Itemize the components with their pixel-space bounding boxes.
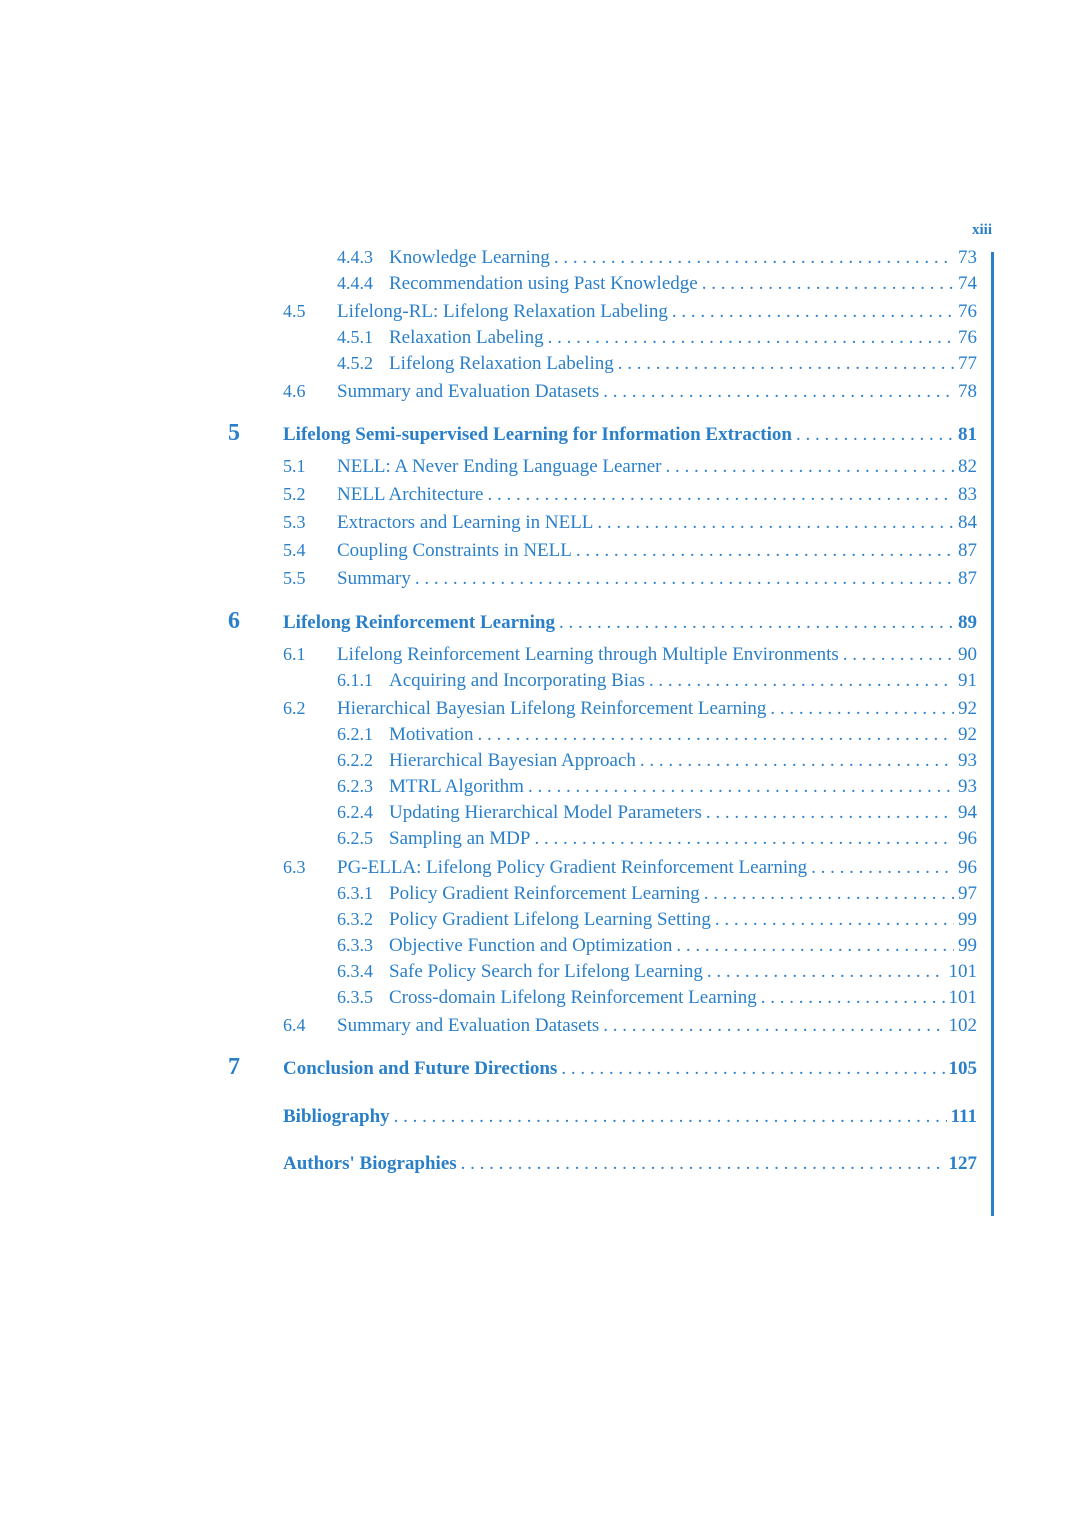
section-number: 6.1 (283, 644, 306, 664)
toc-entry-title: Lifelong Semi-supervised Learning for Information Extraction (283, 424, 792, 445)
toc-section-entry[interactable] (337, 456, 977, 478)
dot-leader (715, 909, 954, 931)
toc-entry-title: Sampling an MDP (389, 828, 531, 849)
toc-subsection-entry[interactable] (337, 327, 977, 349)
toc-entry-title: Updating Hierarchical Model Parameters (389, 802, 702, 823)
subsection-number: 6.3.3 (337, 935, 373, 955)
toc-entry-page: 102 (948, 1015, 977, 1036)
toc-subsection-entry[interactable] (337, 883, 977, 905)
toc-section-entry[interactable] (337, 698, 977, 720)
dot-leader (649, 670, 954, 692)
dot-leader (761, 987, 945, 1009)
toc-subsection-entry[interactable] (337, 935, 977, 957)
toc-entry-title: Authors' Biographies (283, 1153, 457, 1174)
dot-leader (811, 857, 954, 879)
subsection-number: 6.1.1 (337, 670, 373, 690)
dot-leader (394, 1106, 947, 1128)
section-number: 4.6 (283, 381, 306, 401)
toc-entry-page: 74 (958, 273, 977, 294)
dot-leader (603, 381, 954, 403)
section-number: 6.3 (283, 857, 306, 877)
dot-leader (603, 1015, 944, 1037)
dot-leader (477, 724, 954, 746)
toc-entry-page: 101 (948, 987, 977, 1008)
page-number: xiii (971, 222, 992, 238)
dot-leader (796, 424, 954, 446)
toc-entry-page: 83 (958, 484, 977, 505)
toc-subsection-entry[interactable] (337, 353, 977, 375)
subsection-number: 6.2.2 (337, 750, 373, 770)
toc-entry-title: Lifelong Reinforcement Learning (283, 612, 555, 633)
toc-section-entry[interactable] (337, 644, 977, 666)
toc-entry-title: NELL Architecture (337, 484, 484, 505)
toc-section-entry[interactable] (337, 484, 977, 506)
toc-subsection-entry[interactable] (337, 273, 977, 295)
toc-entry-title: Recommendation using Past Knowledge (389, 273, 698, 294)
toc-entry-page: 92 (958, 724, 977, 745)
toc-entry-title: Cross-domain Lifelong Reinforcement Learning (389, 987, 757, 1008)
toc-entry-title: Coupling Constraints in NELL (337, 540, 572, 561)
toc-entry-title: Lifelong Reinforcement Learning through Multiple Environments (337, 644, 839, 665)
dot-leader (702, 273, 954, 295)
toc-section-entry[interactable] (337, 301, 977, 323)
dot-leader (597, 512, 954, 534)
toc-entry-page: 87 (958, 540, 977, 561)
dot-leader (528, 776, 954, 798)
dot-leader (561, 1058, 944, 1080)
dot-leader (548, 327, 954, 349)
toc-entry-title: PG-ELLA: Lifelong Policy Gradient Reinforcement Learning (337, 857, 808, 878)
dot-leader (676, 935, 954, 957)
toc-section-entry[interactable] (337, 857, 977, 879)
toc-subsection-entry[interactable] (337, 776, 977, 798)
toc-section-entry[interactable] (337, 512, 977, 534)
section-number: 4.5 (283, 301, 306, 321)
toc-entry-page: 92 (958, 698, 977, 719)
toc-chapter-entry[interactable] (283, 612, 977, 634)
subsection-number: 6.3.1 (337, 883, 373, 903)
toc-entry-page: 91 (958, 670, 977, 691)
toc-entry-page: 87 (958, 568, 977, 589)
toc-entry-page: 89 (958, 612, 977, 633)
dot-leader (665, 456, 954, 478)
toc-entry-page: 76 (958, 301, 977, 322)
toc-entry-title: Safe Policy Search for Lifelong Learning (389, 961, 703, 982)
toc-section-entry[interactable] (337, 540, 977, 562)
subsection-number: 6.3.4 (337, 961, 373, 981)
toc-entry-title: Policy Gradient Reinforcement Learning (389, 883, 700, 904)
toc-entry-page: 96 (958, 828, 977, 849)
toc-section-entry[interactable] (337, 1015, 977, 1037)
toc-subsection-entry[interactable] (337, 961, 977, 983)
toc-entry-title: Acquiring and Incorporating Bias (389, 670, 645, 691)
toc-entry-page: 101 (948, 961, 977, 982)
toc-entry-title: Policy Gradient Lifelong Learning Setting (389, 909, 711, 930)
toc-entry-title: NELL: A Never Ending Language Learner (337, 456, 662, 477)
dot-leader (415, 568, 954, 590)
dot-leader (672, 301, 954, 323)
dot-leader (554, 247, 954, 269)
toc-subsection-entry[interactable] (337, 909, 977, 931)
toc-entry-page: 105 (948, 1058, 977, 1079)
subsection-number: 4.5.2 (337, 353, 373, 373)
dot-leader (534, 828, 954, 850)
dot-leader (707, 961, 945, 983)
subsection-number: 6.3.2 (337, 909, 373, 929)
toc-entry-page: 99 (958, 909, 977, 930)
toc-chapter-entry[interactable] (283, 1058, 977, 1080)
toc-entry-title: Objective Function and Optimization (389, 935, 673, 956)
toc-entry-title: Relaxation Labeling (389, 327, 544, 348)
section-number: 5.5 (283, 568, 306, 588)
toc-entry-page: 82 (958, 456, 977, 477)
chapter-number: 6 (228, 608, 240, 634)
toc-chapter-entry[interactable] (283, 1153, 977, 1175)
section-number: 6.4 (283, 1015, 306, 1035)
toc-entry-title: Lifelong-RL: Lifelong Relaxation Labeling (337, 301, 668, 322)
toc-entry-page: 84 (958, 512, 977, 533)
dot-leader (640, 750, 954, 772)
toc-entry-page: 96 (958, 857, 977, 878)
dot-leader (706, 802, 954, 824)
dot-leader (618, 353, 954, 375)
toc-entry-page: 93 (958, 776, 977, 797)
toc-chapter-entry[interactable] (283, 1106, 977, 1128)
toc-entry-page: 93 (958, 750, 977, 771)
toc-entry-page: 90 (958, 644, 977, 665)
subsection-number: 4.5.1 (337, 327, 373, 347)
toc-entry-title: Hierarchical Bayesian Approach (389, 750, 636, 771)
toc-entry-title: MTRL Algorithm (389, 776, 524, 797)
section-number: 5.4 (283, 540, 306, 560)
toc-subsection-entry[interactable] (337, 247, 977, 269)
chapter-number: 7 (228, 1054, 240, 1080)
section-number: 5.2 (283, 484, 306, 504)
toc-subsection-entry[interactable] (337, 828, 977, 850)
toc-entry-page: 111 (950, 1106, 977, 1127)
toc-entry-page: 76 (958, 327, 977, 348)
toc-chapter-entry[interactable] (283, 424, 977, 446)
toc-subsection-entry[interactable] (337, 724, 977, 746)
subsection-number: 6.3.5 (337, 987, 373, 1007)
dot-leader (461, 1153, 945, 1175)
dot-leader (770, 698, 954, 720)
toc-entry-page: 97 (958, 883, 977, 904)
subsection-number: 6.2.4 (337, 802, 373, 822)
toc-entry-title: Knowledge Learning (389, 247, 550, 268)
toc-subsection-entry[interactable] (337, 802, 977, 824)
toc-entry-page: 77 (958, 353, 977, 374)
toc-entry-title: Summary and Evaluation Datasets (337, 381, 600, 402)
toc-entry-page: 81 (958, 424, 977, 445)
toc-subsection-entry[interactable] (337, 750, 977, 772)
subsection-number: 6.2.3 (337, 776, 373, 796)
chapter-number: 5 (228, 420, 240, 446)
toc-section-entry[interactable] (337, 568, 977, 590)
toc-entry-title: Summary (337, 568, 411, 589)
toc-entry-page: 78 (958, 381, 977, 402)
subsection-number: 6.2.5 (337, 828, 373, 848)
toc-entry-page: 94 (958, 802, 977, 823)
dot-leader (576, 540, 954, 562)
toc-entry-title: Summary and Evaluation Datasets (337, 1015, 600, 1036)
subsection-number: 4.4.4 (337, 273, 373, 293)
toc-subsection-entry[interactable] (337, 987, 977, 1009)
toc-entry-title: Motivation (389, 724, 474, 745)
dot-leader (704, 883, 954, 905)
subsection-number: 6.2.1 (337, 724, 373, 744)
toc-entry-page: 73 (958, 247, 977, 268)
toc-entry-page: 99 (958, 935, 977, 956)
toc-entry-title: Bibliography (283, 1106, 390, 1127)
dot-leader (843, 644, 954, 666)
section-number: 6.2 (283, 698, 306, 718)
section-number: 5.1 (283, 456, 306, 476)
toc-entry-title: Conclusion and Future Directions (283, 1058, 558, 1079)
dot-leader (559, 612, 954, 634)
subsection-number: 4.4.3 (337, 247, 373, 267)
toc-entry-title: Hierarchical Bayesian Lifelong Reinforcement Learning (337, 698, 767, 719)
toc-section-entry[interactable] (337, 381, 977, 403)
toc-subsection-entry[interactable] (337, 670, 977, 692)
toc-entry-title: Lifelong Relaxation Labeling (389, 353, 614, 374)
toc-entry-title: Extractors and Learning in NELL (337, 512, 594, 533)
dot-leader (487, 484, 954, 506)
toc-entry-page: 127 (948, 1153, 977, 1174)
section-number: 5.3 (283, 512, 306, 532)
